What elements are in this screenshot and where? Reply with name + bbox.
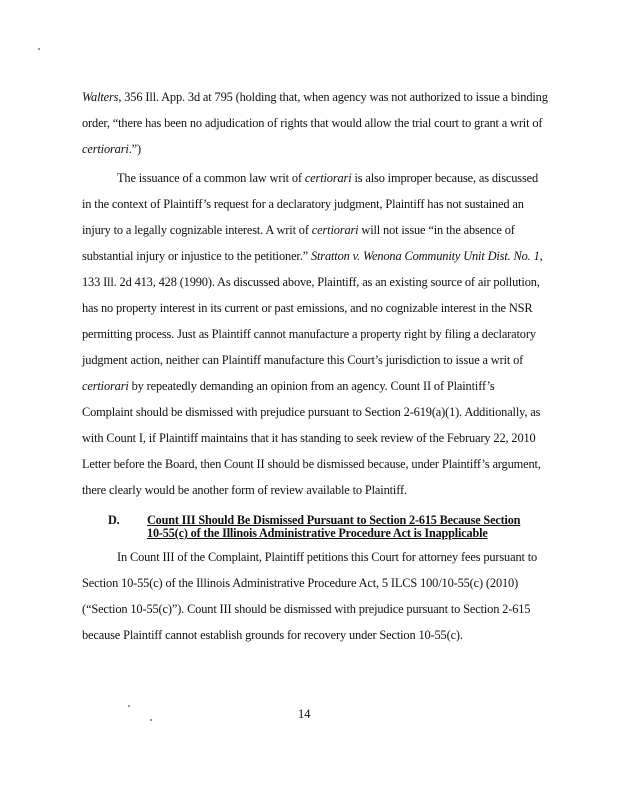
para1-line-2: order, “there has been no adjudication of rights that would allow the trial court to grant a writ of [82, 116, 543, 130]
section-heading-line-2: 10-55(c) of the Illinois Administrative Procedure Act is Inapplicable [147, 526, 488, 540]
para1-line-3: certiorari.”) [82, 142, 141, 156]
para2-line-8: judgment action, neither can Plaintiff manufacture this Court’s jurisdiction to issue a writ of [82, 353, 524, 367]
para2-line-6: has no property interest in its current or past emissions, and no cognizable interest in the NSR [82, 301, 533, 315]
para1-line-1: Walters, 356 Ill. App. 3d at 795 (holding that, when agency was not authorized to issue a binding [82, 90, 548, 104]
para2-line-11: with Count I, if Plaintiff maintains that it has standing to seek review of the February 22, 2010 [82, 431, 536, 445]
case-cite: Walters [82, 90, 119, 104]
para3-line-3: (“Section 10-55(c)”). Count III should be dismissed with prejudice pursuant to Section 2-615 [82, 602, 531, 616]
scan-speck [128, 705, 130, 707]
para2-line-13: there clearly would be another form of review available to Plaintiff. [82, 483, 407, 497]
para2-line-7: permitting process. Just as Plaintiff cannot manufacture a property right by filing a declaratory [82, 327, 536, 341]
para2-line-2: in the context of Plaintiff’s request for a declaratory judgment, Plaintiff has not sustained an [82, 197, 524, 211]
page-number: 14 [298, 707, 311, 721]
case-cite: Stratton v. Wenona Community Unit Dist. No. 1 [310, 249, 540, 263]
para2-line-1: The issuance of a common law writ of certiorari is also improper because, as discussed [117, 171, 539, 185]
para3-line-1: In Count III of the Complaint, Plaintiff petitions this Court for attorney fees pursuant to [117, 550, 538, 564]
para2-line-3: injury to a legally cognizable interest. A writ of certiorari will not issue “in the absence of [82, 223, 515, 237]
para2-line-9: certiorari by repeatedly demanding an opinion from an agency. Count II of Plaintiff’s [82, 379, 495, 393]
scan-speck [150, 719, 152, 721]
para3-line-2: Section 10-55(c) of the Illinois Administrative Procedure Act, 5 ILCS 100/10-55(c) (2010) [82, 576, 519, 590]
para3-line-4: because Plaintiff cannot establish grounds for recovery under Section 10-55(c). [82, 628, 463, 642]
scan-speck [38, 48, 40, 50]
para2-line-10: Complaint should be dismissed with prejudice pursuant to Section 2-619(a)(1). Additionally, as [82, 405, 541, 419]
para2-line-5: 133 Ill. 2d 413, 428 (1990). As discussed above, Plaintiff, as an existing source of air pollution, [82, 275, 540, 289]
section-heading-label: D. [108, 513, 120, 527]
section-heading-line-1: Count III Should Be Dismissed Pursuant to Section 2-615 Because Section [147, 513, 521, 527]
para2-line-12: Letter before the Board, then Count II should be dismissed because, under Plaintiff’s argument, [82, 457, 541, 471]
para2-line-4: substantial injury or injustice to the petitioner.” Stratton v. Wenona Community Unit Dist. No. 1, [82, 249, 543, 263]
